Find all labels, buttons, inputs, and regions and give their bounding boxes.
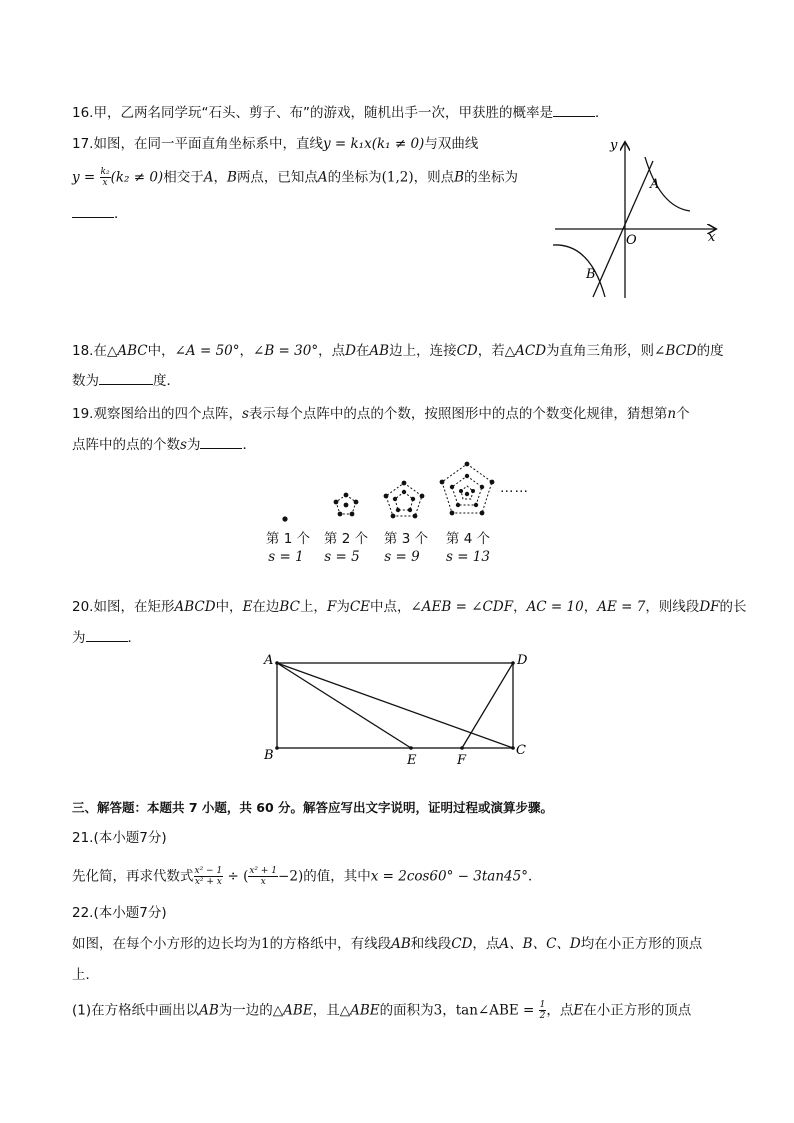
pattern-3-value: s = 9 bbox=[384, 549, 420, 565]
q19-answer-blank[interactable] bbox=[200, 436, 242, 449]
graph-label-x: x bbox=[708, 230, 716, 245]
label-F: F bbox=[457, 753, 467, 768]
q21-f2-den: x bbox=[260, 877, 266, 887]
q19-t1: 观察图给出的四个点阵， bbox=[93, 406, 242, 422]
q18-angBCD: ∠BCD bbox=[654, 343, 697, 359]
q19-number: 19. bbox=[72, 406, 94, 422]
graph-label-y: y bbox=[610, 138, 618, 153]
segment-DF bbox=[462, 663, 513, 748]
q18-t6: ，若 bbox=[477, 343, 505, 359]
q18-t2: 中， bbox=[147, 343, 175, 359]
q20-number: 20. bbox=[72, 599, 94, 615]
q20-end: ． bbox=[127, 630, 141, 646]
q17-answer-blank[interactable] bbox=[72, 205, 114, 218]
q18-answer-blank[interactable] bbox=[99, 372, 153, 385]
q18-AB: AB bbox=[369, 343, 390, 359]
q22-points: A、B、C、D bbox=[499, 936, 581, 952]
question-18-line1 bbox=[72, 342, 724, 360]
q20-t9: ，则线段 bbox=[645, 599, 700, 615]
q21-f1-num: x² − 1 bbox=[194, 866, 223, 876]
question-17-line1 bbox=[72, 135, 478, 153]
q22-half-den: 2 bbox=[539, 1011, 546, 1021]
q22-p1b: 为一边的 bbox=[218, 1002, 273, 1019]
q18-tri2: △ACD bbox=[504, 343, 547, 359]
q20-answer-blank[interactable] bbox=[86, 629, 128, 642]
q20-F: F bbox=[326, 599, 337, 615]
q18-t1: 在 bbox=[93, 343, 107, 359]
q22-t5: 均在小正方形的顶点 bbox=[580, 936, 703, 952]
question-18-line2 bbox=[72, 372, 180, 390]
q18-t5: 边上，连接 bbox=[389, 343, 457, 359]
q20-rectangle-figure bbox=[258, 650, 538, 770]
q21-minus2: −2) bbox=[278, 868, 304, 885]
q22-tri: △ABE bbox=[272, 1002, 313, 1019]
q19-s: s bbox=[241, 406, 249, 422]
q19-ellipsis: …… bbox=[500, 480, 529, 496]
q20-BC: BC bbox=[279, 599, 300, 615]
pattern-4-value: s = 13 bbox=[445, 549, 490, 565]
q21-div: ÷ ( bbox=[223, 868, 249, 885]
pattern-3-label: 第 3 个 bbox=[383, 531, 429, 547]
q16-answer-blank[interactable] bbox=[553, 104, 595, 117]
q20-t1: 如图，在矩形 bbox=[93, 599, 175, 615]
q17-B: B bbox=[226, 169, 237, 186]
q21-title: 21.(本小题7分) bbox=[72, 830, 167, 846]
q17-text-3: 相交于 bbox=[163, 169, 204, 186]
q22-p1d: 的面积为 bbox=[379, 1002, 434, 1019]
q21-t2: 的值，其中 bbox=[303, 868, 371, 885]
q20-t6: 中点， bbox=[370, 599, 411, 615]
question-19-line1 bbox=[72, 405, 690, 423]
q20-DF: DF bbox=[699, 599, 720, 615]
q18-number: 18. bbox=[72, 343, 94, 359]
label-E: E bbox=[407, 753, 417, 768]
q16-number: 16. bbox=[72, 105, 94, 121]
q17-A: A bbox=[203, 169, 214, 186]
question-22-part1 bbox=[72, 1000, 691, 1021]
question-17-line2 bbox=[72, 167, 518, 188]
q18-tri: △ABC bbox=[106, 343, 148, 359]
q18-angA: ∠A = 50° bbox=[174, 343, 240, 359]
q19-t4: 点阵中的点的个数 bbox=[72, 437, 180, 453]
q20-t3: 在边 bbox=[252, 599, 280, 615]
q17-text-5: 两点，已知点 bbox=[236, 169, 318, 186]
q21-xeq: x = 2cos60° − 3tan45° bbox=[370, 868, 528, 885]
q17-end: ． bbox=[114, 206, 128, 222]
question-16 bbox=[72, 104, 608, 122]
q22-AB2: AB bbox=[199, 1002, 219, 1019]
segment-AE bbox=[277, 663, 411, 748]
q19-n: n bbox=[667, 406, 677, 422]
q22-AB: AB bbox=[391, 936, 411, 952]
q20-t10: 的长 bbox=[719, 599, 747, 615]
q20-t2: 中， bbox=[215, 599, 243, 615]
question-20-line2 bbox=[72, 629, 141, 647]
q21-fraction-2 bbox=[248, 866, 278, 887]
q17-text-1: 如图，在同一平面直角坐标系中，直线 bbox=[93, 136, 323, 152]
label-C: C bbox=[516, 743, 526, 758]
q17-B2: B bbox=[454, 169, 465, 186]
q17-text-6: 的坐标为 bbox=[327, 169, 382, 186]
q17-hyperbola-y: y = bbox=[72, 169, 100, 186]
q18-D: D bbox=[345, 343, 356, 359]
pattern-1-dot bbox=[282, 516, 287, 521]
q17-text-4: ， bbox=[213, 169, 227, 186]
q17-coord: (1,2) bbox=[381, 169, 414, 186]
q17-hyperbola-cond: (k₂ ≠ 0) bbox=[110, 169, 164, 186]
q18-t4: 在 bbox=[355, 343, 370, 359]
q17-text-8: 的坐标为 bbox=[464, 169, 519, 186]
q17-text-7: ，则点 bbox=[413, 169, 455, 186]
q19-t3: 个 bbox=[676, 406, 690, 422]
q22-one: 1 bbox=[261, 936, 270, 952]
q17-fraction bbox=[100, 167, 111, 188]
q22-p1c: ，且 bbox=[312, 1002, 340, 1019]
q18-t7: 为直角三角形，则 bbox=[546, 343, 655, 359]
q16-end: ． bbox=[594, 105, 609, 121]
pattern-3 bbox=[384, 481, 425, 519]
q17-frac-num: k₂ bbox=[100, 167, 110, 177]
q17-A2: A bbox=[317, 169, 328, 186]
q18-angB: ∠B = 30° bbox=[253, 343, 319, 359]
question-21-body bbox=[72, 866, 541, 887]
q22-t2: 的方格纸中，有线段 bbox=[269, 936, 392, 952]
question-20-line1 bbox=[72, 598, 747, 616]
q17-line-equation: y = k₁x(k₁ ≠ 0) bbox=[322, 136, 425, 152]
q18-t3: ，点 bbox=[318, 343, 346, 359]
q20-AC: AC = 10 bbox=[526, 599, 584, 615]
q19-s2: s bbox=[180, 437, 187, 453]
section-3-heading: 三、解答题：本题共 7 小题，共 60 分。解答应写出文字说明，证明过程或演算步骤。 bbox=[72, 800, 554, 815]
q22-p1f: ，点 bbox=[546, 1002, 574, 1019]
pattern-2 bbox=[334, 493, 359, 517]
q20-AE: AE = 7 bbox=[597, 599, 646, 615]
q20-t8: ， bbox=[583, 599, 598, 615]
pattern-4 bbox=[440, 462, 495, 516]
label-B: B bbox=[264, 748, 274, 763]
q22-three: 3 bbox=[433, 1002, 443, 1019]
q22-title: 22.(本小题7分) bbox=[72, 905, 167, 921]
q20-E: E bbox=[242, 599, 253, 615]
q20-CE: CE bbox=[349, 599, 370, 615]
q21-fraction-1 bbox=[194, 866, 224, 887]
q22-t3: 和线段 bbox=[410, 936, 452, 952]
question-17-line3 bbox=[72, 205, 128, 223]
q17-graph bbox=[550, 135, 730, 305]
hyperbola-branch-2 bbox=[553, 245, 605, 297]
q22-tan: tan∠ABE = bbox=[455, 1002, 539, 1019]
q16-text: 甲，乙两名同学玩“石头、剪子、布”的游戏，随机出手一次，甲获胜的概率是 bbox=[93, 105, 553, 121]
q20-t5: 为 bbox=[336, 599, 350, 615]
label-D: D bbox=[517, 653, 528, 668]
question-19-line2 bbox=[72, 436, 256, 454]
q17-text-2: 与双曲线 bbox=[424, 136, 479, 152]
q22-tri2: △ABE bbox=[339, 1002, 380, 1019]
q22-p1e: ， bbox=[442, 1002, 456, 1019]
q18-t9: 数为 bbox=[72, 373, 99, 389]
pattern-1-label: 第 1 个 bbox=[265, 531, 311, 547]
graph-label-O: O bbox=[626, 233, 637, 248]
q20-angles: ∠AEB = ∠CDF bbox=[410, 599, 514, 615]
pattern-4-label: 第 4 个 bbox=[445, 531, 491, 547]
q19-end: ． bbox=[242, 437, 256, 453]
q18-sep: ， bbox=[239, 343, 254, 359]
question-22-line2: 上． bbox=[72, 967, 99, 983]
label-A: A bbox=[264, 653, 274, 668]
pattern-1-value: s = 1 bbox=[268, 549, 304, 565]
graph-label-A: A bbox=[650, 177, 660, 192]
q21-end: ． bbox=[527, 868, 542, 885]
q17-number: 17. bbox=[72, 136, 94, 152]
q19-t5: 为 bbox=[186, 437, 201, 453]
q22-t1: 如图，在每个小方形的边长均为 bbox=[72, 936, 261, 952]
q18-t8: 的度 bbox=[696, 343, 724, 359]
q21-f1-den: x² + x bbox=[194, 877, 222, 887]
q20-t4: 上， bbox=[299, 599, 327, 615]
pattern-2-value: s = 5 bbox=[324, 549, 360, 565]
q20-t7: ， bbox=[513, 599, 527, 615]
q22-p1a: (1)在方格纸中画出以 bbox=[72, 1002, 200, 1019]
q19-t2: 表示每个点阵中的点的个数，按照图形中的点的个数变化规律，猜想第 bbox=[248, 406, 668, 422]
graph-label-B: B bbox=[586, 267, 596, 282]
q18-t10: 度． bbox=[153, 373, 180, 389]
q17-frac-den: x bbox=[102, 178, 108, 188]
q22-CD: CD bbox=[451, 936, 473, 952]
q21-t1: 先化简，再求代数式 bbox=[72, 868, 194, 885]
q22-half-num: 1 bbox=[539, 1000, 546, 1010]
q20-t11: 为 bbox=[72, 630, 86, 646]
pattern-2-label: 第 2 个 bbox=[323, 531, 369, 547]
q20-ABCD: ABCD bbox=[174, 599, 216, 615]
q21-f2-num: x² + 1 bbox=[249, 866, 278, 876]
q22-t4: ，点 bbox=[472, 936, 500, 952]
q22-E: E bbox=[573, 1002, 584, 1019]
question-22-line1 bbox=[72, 935, 702, 953]
segment-AC bbox=[277, 663, 513, 748]
q18-CD: CD bbox=[456, 343, 478, 359]
q22-p1g: 在小正方形的顶点 bbox=[583, 1002, 692, 1019]
